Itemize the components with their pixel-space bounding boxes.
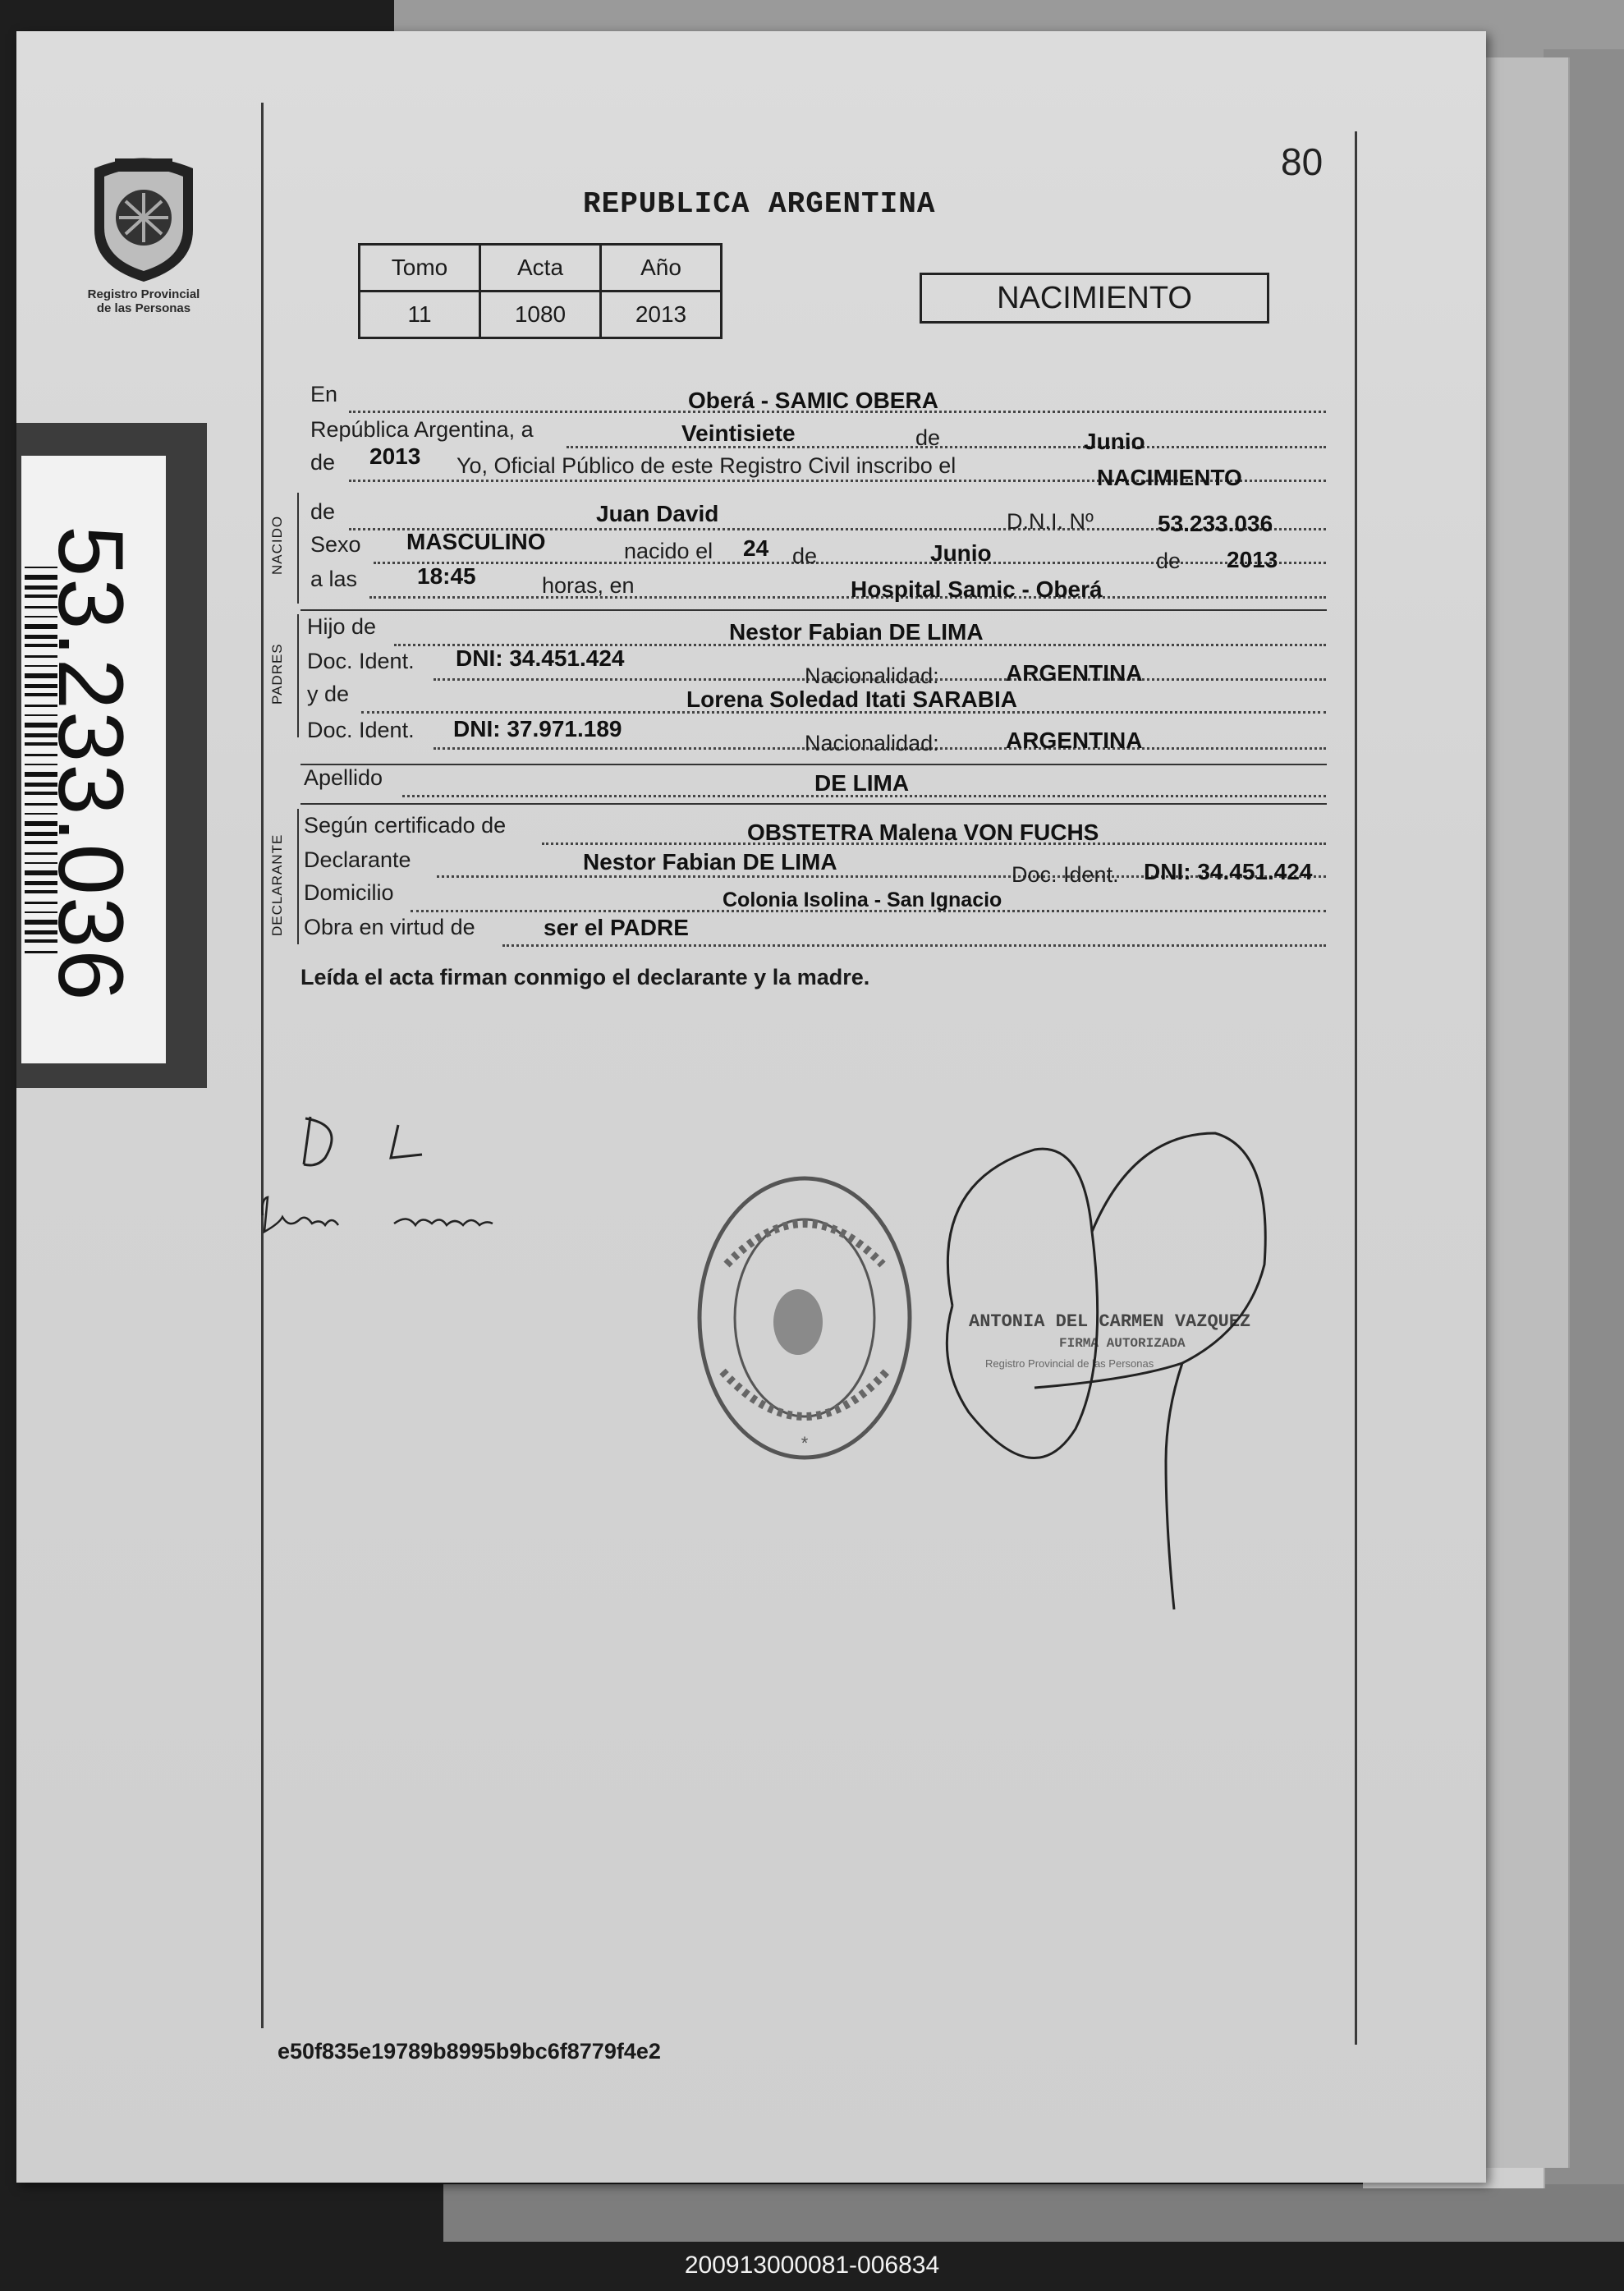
section-separator <box>300 609 1327 611</box>
record-type-box: NACIMIENTO <box>920 273 1269 324</box>
authorized-signature-stamp <box>920 1117 1363 1626</box>
label-en: En <box>310 382 338 406</box>
table-cell-ano: 2013 <box>601 292 722 338</box>
closing-text: Leída el acta firman conmigo el declarante y la madre. <box>300 965 870 989</box>
dotted-line <box>374 562 1326 564</box>
label-de: de <box>915 425 941 450</box>
handwritten-signatures <box>246 1100 558 1265</box>
table-cell-tomo: 11 <box>360 292 480 338</box>
birth-year-value: 2013 <box>1227 547 1278 572</box>
label-de-year: de <box>310 450 336 475</box>
label-apellido: Apellido <box>304 765 383 790</box>
label-domicilio: Domicilio <box>304 880 394 905</box>
label-nacido-el: nacido el <box>624 539 713 563</box>
book-reference-table <box>358 243 723 339</box>
label-nacionalidad: Nacionalidad: <box>805 663 939 688</box>
label-dni: D.N.I. Nº <box>1007 509 1094 534</box>
svg-text:Registro Provincial de las Per: Registro Provincial de las Personas <box>985 1357 1154 1370</box>
mother-nationality-value: ARGENTINA <box>1006 728 1143 753</box>
section-rule <box>297 493 299 604</box>
section-label-nacido: NACIDO <box>269 515 285 575</box>
birthplace-value: Hospital Samic - Oberá <box>851 576 1103 602</box>
registry-logo <box>78 152 209 315</box>
address-value: Colonia Isolina - San Ignacio <box>723 888 1002 911</box>
label-hijo-de: Hijo de <box>307 614 377 639</box>
dotted-line <box>369 596 1326 599</box>
birth-day-value: 24 <box>743 535 769 561</box>
mother-name-value: Lorena Soledad Itati SARABIA <box>686 686 1017 712</box>
label-de-nombre: de <box>310 499 336 524</box>
dni-value: 53.233.036 <box>1158 511 1273 536</box>
logo-line: Registro Provincial <box>87 287 200 301</box>
label-obra: Obra en virtud de <box>304 915 475 939</box>
oficial-text: Yo, Oficial Público de este Registro Civil inscribo el <box>456 453 957 478</box>
label-de-birth-year: de <box>1156 549 1181 573</box>
country-title: REPUBLICA ARGENTINA <box>583 187 936 221</box>
section-label-declarante: DECLARANTE <box>269 833 285 936</box>
label-republica: República Argentina, a <box>310 417 534 442</box>
section-label-padres: PADRES <box>269 643 285 705</box>
father-name-value: Nestor Fabian DE LIMA <box>729 619 984 645</box>
surname-value: DE LIMA <box>814 770 910 796</box>
label-sexo: Sexo <box>310 532 361 557</box>
page-number: 80 <box>1281 140 1324 183</box>
section-rule <box>297 614 299 737</box>
label-declarante: Declarante <box>304 847 411 872</box>
name-value: Juan David <box>596 501 719 526</box>
dotted-line <box>502 944 1326 947</box>
father-doc-value: DNI: 34.451.424 <box>456 645 625 671</box>
father-nationality-value: ARGENTINA <box>1006 660 1143 686</box>
day-words-value: Veintisiete <box>681 420 796 446</box>
document-hash: e50f835e19789b8995b9bc6f8779f4e2 <box>278 2039 661 2064</box>
birth-month-value: Junio <box>930 540 992 566</box>
place-value: Oberá - SAMIC OBERA <box>688 388 938 413</box>
section-rule <box>297 809 299 944</box>
table-header-ano: Año <box>601 245 722 292</box>
label-y-de: y de <box>307 682 350 706</box>
year-value: 2013 <box>369 443 421 469</box>
label-doc-ident: Doc. Ident. <box>1012 862 1119 887</box>
reason-value: ser el PADRE <box>544 915 689 940</box>
margin-rule-right <box>1355 131 1357 2045</box>
background-bottom <box>443 2184 1624 2242</box>
table-cell-acta: 1080 <box>480 292 601 338</box>
section-separator <box>300 764 1327 765</box>
section-separator <box>300 803 1327 805</box>
document-page <box>16 31 1486 2183</box>
logo-line: de las Personas <box>96 301 191 315</box>
registry-logo-text <box>78 287 209 315</box>
label-certificado: Según certificado de <box>304 813 507 838</box>
inscribo-value: NACIMIENTO <box>1097 465 1242 490</box>
scan-footer-id: 200913000081-006834 <box>684 2252 940 2279</box>
label-de-birth: de <box>792 544 818 568</box>
shield-logo-icon <box>86 152 201 283</box>
barcode-number: 53.233.036 <box>39 526 142 1003</box>
hour-value: 18:45 <box>417 563 476 589</box>
label-horas-en: horas, en <box>542 573 635 598</box>
margin-rule-left <box>261 103 264 2028</box>
declarant-doc-value: DNI: 34.451.424 <box>1144 859 1313 884</box>
declarant-value: Nestor Fabian DE LIMA <box>583 849 837 875</box>
svg-text:ANTONIA DEL CARMEN VAZQUEZ: ANTONIA DEL CARMEN VAZQUEZ <box>969 1311 1251 1332</box>
label-nacionalidad: Nacionalidad: <box>805 731 939 755</box>
label-doc-ident: Doc. Ident. <box>307 718 415 742</box>
official-seal <box>690 1166 920 1470</box>
svg-text:FIRMA AUTORIZADA: FIRMA AUTORIZADA <box>1059 1336 1186 1351</box>
certificate-value: OBSTETRA Malena VON FUCHS <box>747 820 1099 845</box>
label-a-las: a las <box>310 567 358 591</box>
table-header-acta: Acta <box>480 245 601 292</box>
table-header-tomo: Tomo <box>360 245 480 292</box>
sexo-value: MASCULINO <box>406 529 546 554</box>
label-doc-ident: Doc. Ident. <box>307 649 415 673</box>
svg-text:*: * <box>801 1433 809 1453</box>
month-value: Junio <box>1084 429 1145 454</box>
mother-doc-value: DNI: 37.971.189 <box>453 716 622 741</box>
dotted-line <box>567 446 1326 448</box>
